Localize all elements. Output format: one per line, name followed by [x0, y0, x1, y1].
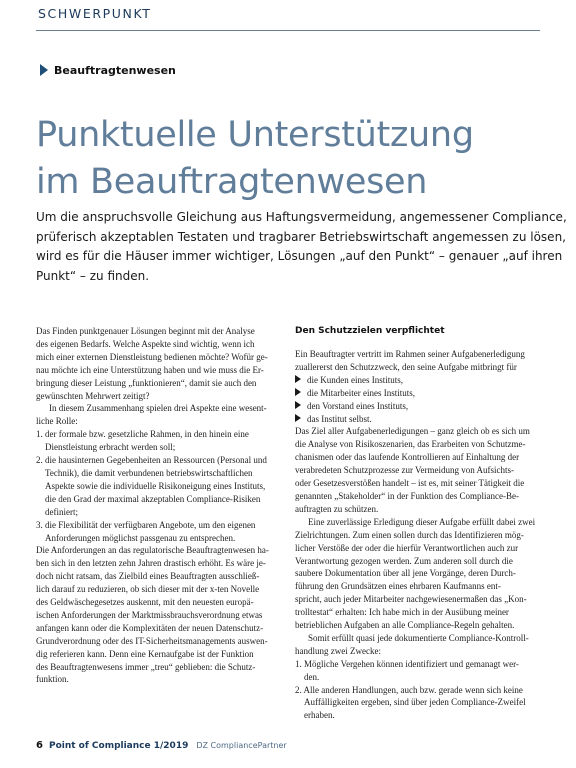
- list-item-cont: den.: [304, 671, 320, 682]
- text-line: ischen Anforderungen der Marktmissbrauchsverordnung etwas: [36, 609, 263, 620]
- numbered-list: [36, 428, 288, 544]
- bullet-list: [295, 374, 547, 426]
- list-item-cont: die den Grad der maximal akzeptablen Compliance-Risiken: [45, 493, 261, 504]
- page-footer: [36, 740, 287, 751]
- numbered-list: [295, 658, 547, 723]
- bullet-text: die Mitarbeiter eines Instituts,: [307, 387, 415, 398]
- bullet-triangle-icon: [295, 375, 301, 383]
- list-item: 2. Alle anderen Handlungen, auch bzw. gerade wenn sich keine: [295, 684, 523, 695]
- text-line: Somit erfüllt quasi jede dokumentierte Compliance-Kontroll-: [308, 632, 529, 643]
- section-subhead: Den Schutzzielen verpflichtet: [295, 326, 445, 336]
- text-line: chanismen oder das laufende Kontrollieren auf Einhaltung der: [295, 452, 520, 463]
- bullet-text: die Kunden eines Instituts,: [307, 374, 403, 385]
- text-line: zuallererst den Schutzzweck, den seine Aufgabe mitbringt für: [295, 361, 517, 372]
- bullet-triangle-icon: [295, 388, 301, 396]
- list-item: 3. die Flexibilität der verfügbaren Angebote, um den eigenen: [36, 519, 256, 530]
- paragraph: [36, 544, 288, 686]
- left-column: [36, 325, 288, 686]
- right-column: [295, 325, 547, 722]
- text-line: saubere Dokumentation über all jene Vorgänge, deren Durch-: [295, 568, 516, 579]
- text-line: anfangen kann oder die Komplexitäten der neuen Datenschutz-: [36, 622, 264, 633]
- lead-line: prüferisch akzeptablen Testaten und tragbarer Betriebswirtschaft angemessen zu lösen,: [36, 229, 566, 244]
- text-line: doch nicht ratsam, das Zielbild eines Beauftragten ausschließ-: [36, 571, 260, 582]
- text-line: dig referieren kann. Denn eine Kernaufgabe ist der Funktion: [36, 648, 254, 659]
- publication-name: Point of Compliance 1/2019: [48, 741, 189, 751]
- text-line: gewünschten Mehrwert zeitigt?: [36, 390, 150, 401]
- bullet-item: [295, 413, 547, 426]
- list-item-cont: Auffälligkeiten ergeben, sind über jeden Compliance-Zweifel: [304, 697, 526, 708]
- text-line: Das Finden punktgenauer Lösungen beginnt mit der Analyse: [36, 326, 255, 336]
- text-line: trolltestat“ erhalten: Ich habe mich in der Ausübung meiner: [295, 607, 509, 618]
- text-line: führung den Grundsätzen eines ehrbaren Kaufmanns ent-: [295, 581, 501, 592]
- bullet-item: [295, 387, 547, 400]
- bullet-item: [295, 374, 547, 387]
- lead-line: wird es für die Häuser immer wichtiger, Lösungen „auf den Punkt“ – genauer „auf ihren: [36, 249, 563, 263]
- text-line: Die Anforderungen an das regulatorische Beauftragtenwesen ha-: [36, 545, 269, 556]
- title-line: Punktuelle Unterstützung: [36, 115, 474, 155]
- paragraph: [295, 632, 547, 658]
- text-line: In diesem Zusammenhang spielen drei Aspekte eine wesent-: [49, 403, 267, 414]
- bullet-triangle-icon: [295, 414, 301, 422]
- text-line: spricht, auch jeder Mitarbeiter nachgewiesenermaßen das „Kon-: [295, 594, 527, 605]
- text-line: Grundverordnung oder des IT-Sicherheitsmanagements auswen-: [36, 635, 268, 646]
- lead-line: Punkt“ – zu finden.: [36, 268, 150, 283]
- text-line: licher Verstöße der oder die hierfür Verantwortlichen auch zur: [295, 542, 519, 553]
- text-line: Verantwortung gezogen werden. Zum anderen soll durch die: [295, 555, 513, 566]
- kicker-text: Beauftragtenwesen: [54, 64, 176, 77]
- bullet-text: den Vorstand eines Instituts,: [307, 400, 409, 411]
- header-rule: [36, 30, 540, 31]
- text-line: mich einer externen Dienstleistung bedienen möchte? Wofür ge-: [36, 351, 268, 362]
- text-line: bringung dieser Leistung „funktionieren“, damit sie auch den: [36, 377, 257, 388]
- text-line: des Geldwäschegesetzes auskennt, mit den neuesten europä-: [36, 597, 254, 608]
- text-line: des Beauftragtenwesens immer „treu“ geblieben: die Schutz-: [36, 661, 256, 672]
- text-line: Zielrichtungen. Zum einen sollen durch das Identifizieren mög-: [295, 529, 524, 540]
- title-line: im Beauftragtenwesen: [36, 162, 428, 202]
- text-line: oder Gesetzesverstößen handelt – ist es, mit seiner Tätigkeit die: [295, 478, 525, 489]
- text-line: betrieblichen Aufgaben an alle Compliance-Regeln gehalten.: [295, 620, 515, 631]
- text-line: lich darauf zu reduzieren, ob sich dieser mit der x-ten Novelle: [36, 584, 260, 595]
- triangle-right-icon: [40, 64, 48, 76]
- text-line: Ein Beauftragter vertritt im Rahmen seiner Aufgabenerledigung: [295, 349, 525, 359]
- paragraph: [295, 348, 547, 374]
- list-item-cont: erhaben.: [304, 710, 335, 721]
- text-line: des eigenen Bedarfs. Welche Aspekte sind wichtig, wenn ich: [36, 338, 255, 349]
- text-line: Eine zuverlässige Erledigung dieser Aufgabe erfüllt dabei zwei: [308, 516, 536, 527]
- page-number: 6: [36, 740, 43, 751]
- lead-line: Um die anspruchsvolle Gleichung aus Haftungsvermeidung, angemessener Compliance,: [36, 210, 567, 224]
- section-label: SCHWERPUNKT: [38, 6, 152, 21]
- list-item-cont: definiert;: [45, 506, 78, 517]
- list-item-cont: Technik), die damit verbundenen betriebswirtschaftlichen: [45, 467, 253, 478]
- lead-paragraph: [36, 208, 567, 286]
- list-item: 2. die hausinternen Gegebenheiten an Ressourcen (Personal und: [36, 455, 267, 466]
- kicker: [40, 64, 176, 77]
- text-line: verabredeten Schutzprozesse zur Vermeidung von Aufsichts-: [295, 465, 515, 476]
- list-item-cont: Anforderungen möglichst passgenau zu entsprechen.: [45, 532, 236, 543]
- bullet-triangle-icon: [295, 401, 301, 409]
- text-line: ben sich in den letzten zehn Jahren drastisch erhöht. Es wäre je-: [36, 558, 266, 569]
- list-item-cont: Dienstleistung erbracht werden soll;: [45, 442, 176, 453]
- publisher-name: DZ CompliancePartner: [196, 741, 287, 750]
- text-line: genannten „Stakeholder“ in der Funktion des Compliance-Be-: [295, 490, 519, 501]
- list-item: 1. der formale bzw. gesetzliche Rahmen, in den hinein eine: [36, 429, 249, 440]
- text-line: die Analyse von Risikoszenarien, das Erarbeiten von Schutzme-: [295, 439, 526, 450]
- list-item: 1. Mögliche Vergehen können identifiziert und gemanagt wer-: [295, 658, 519, 669]
- list-item-cont: Aspekte sowie die individuelle Risikoneigung eines Instituts,: [45, 480, 266, 491]
- paragraph: [295, 425, 547, 515]
- article-title: [36, 112, 556, 206]
- text-line: auftragten zu schützen.: [295, 503, 379, 514]
- bullet-item: [295, 400, 547, 413]
- text-line: nau möchte ich eine Unterstützung haben und wie muss die Er-: [36, 364, 264, 375]
- paragraph: [36, 402, 288, 428]
- text-line: Das Ziel aller Aufgabenerledigungen – ganz gleich ob es sich um: [295, 426, 530, 437]
- text-line: liche Rolle:: [36, 416, 78, 427]
- paragraph: [36, 325, 288, 402]
- text-line: handlung zwei Zwecke:: [295, 645, 381, 656]
- paragraph: [295, 516, 547, 632]
- text-line: funktion.: [36, 674, 69, 685]
- bullet-text: das Institut selbst.: [307, 413, 372, 424]
